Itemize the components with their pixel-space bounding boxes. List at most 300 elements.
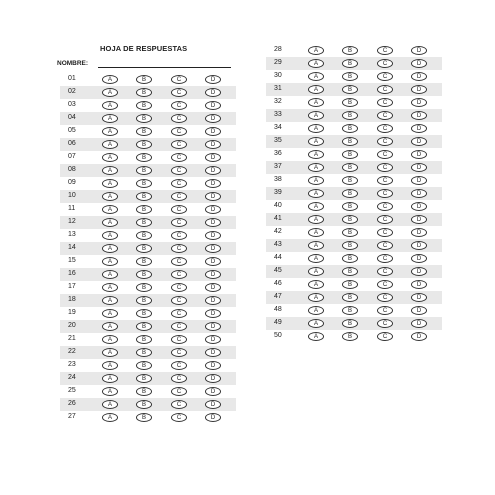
answer-row xyxy=(266,226,442,239)
answer-bubble-b[interactable]: B xyxy=(342,332,358,341)
answer-bubble-a[interactable]: A xyxy=(308,293,324,302)
answer-bubble-b[interactable]: B xyxy=(136,322,152,331)
answer-bubble-b[interactable]: B xyxy=(342,280,358,289)
answer-bubble-b[interactable]: B xyxy=(342,228,358,237)
question-number: 20 xyxy=(68,322,76,329)
answer-row xyxy=(60,281,236,294)
answer-row xyxy=(60,112,236,125)
question-number: 36 xyxy=(274,150,282,157)
question-number: 07 xyxy=(68,153,76,160)
answer-bubble-a[interactable]: A xyxy=(308,202,324,211)
answer-bubble-a[interactable]: A xyxy=(308,150,324,159)
answer-bubble-d[interactable]: D xyxy=(411,163,427,172)
answer-bubble-a[interactable]: A xyxy=(102,413,118,422)
question-number: 16 xyxy=(68,270,76,277)
answer-row xyxy=(60,372,236,385)
answer-bubble-b[interactable]: B xyxy=(342,202,358,211)
answer-bubble-c[interactable]: C xyxy=(377,202,393,211)
answer-bubble-c[interactable]: C xyxy=(171,309,187,318)
answer-bubble-c[interactable]: C xyxy=(171,153,187,162)
answer-bubble-d[interactable]: D xyxy=(205,140,221,149)
answer-bubble-d[interactable]: D xyxy=(205,296,221,305)
answer-bubble-d[interactable]: D xyxy=(205,244,221,253)
question-number: 43 xyxy=(274,241,282,248)
question-number: 39 xyxy=(274,189,282,196)
answer-bubble-a[interactable]: A xyxy=(102,127,118,136)
answer-bubble-d[interactable]: D xyxy=(205,283,221,292)
answer-bubble-b[interactable]: B xyxy=(136,127,152,136)
answer-bubble-d[interactable]: D xyxy=(205,361,221,370)
answer-row xyxy=(60,294,236,307)
answer-bubble-c[interactable]: C xyxy=(171,283,187,292)
question-number: 35 xyxy=(274,137,282,144)
answer-bubble-d[interactable]: D xyxy=(411,111,427,120)
question-number: 41 xyxy=(274,215,282,222)
answer-bubble-b[interactable]: B xyxy=(136,283,152,292)
answer-row xyxy=(266,330,442,343)
answer-bubble-a[interactable]: A xyxy=(308,228,324,237)
answer-bubble-a[interactable]: A xyxy=(308,46,324,55)
question-number: 08 xyxy=(68,166,76,173)
answer-bubble-a[interactable]: A xyxy=(102,179,118,188)
answer-bubble-d[interactable]: D xyxy=(205,322,221,331)
answer-bubble-b[interactable]: B xyxy=(342,306,358,315)
answer-bubble-d[interactable]: D xyxy=(205,257,221,266)
answer-bubble-d[interactable]: D xyxy=(411,202,427,211)
answer-row xyxy=(266,148,442,161)
answer-bubble-b[interactable]: B xyxy=(342,189,358,198)
question-number: 09 xyxy=(68,179,76,186)
question-number: 05 xyxy=(68,127,76,134)
question-number: 32 xyxy=(274,98,282,105)
answer-bubble-d[interactable]: D xyxy=(205,127,221,136)
answer-bubble-a[interactable]: A xyxy=(102,400,118,409)
answer-bubble-a[interactable]: A xyxy=(102,192,118,201)
answer-bubble-c[interactable]: C xyxy=(171,179,187,188)
answer-bubble-a[interactable]: A xyxy=(102,348,118,357)
answer-bubble-c[interactable]: C xyxy=(171,413,187,422)
answer-bubble-a[interactable]: A xyxy=(308,163,324,172)
answer-row xyxy=(60,190,236,203)
answer-bubble-b[interactable]: B xyxy=(342,176,358,185)
answer-row xyxy=(60,229,236,242)
question-number: 15 xyxy=(68,257,76,264)
answer-row xyxy=(266,304,442,317)
answer-bubble-a[interactable]: A xyxy=(308,215,324,224)
answer-bubble-d[interactable]: D xyxy=(205,88,221,97)
answer-row xyxy=(60,125,236,138)
answer-row xyxy=(266,135,442,148)
answer-row xyxy=(60,255,236,268)
question-number: 38 xyxy=(274,176,282,183)
answer-bubble-c[interactable]: C xyxy=(171,244,187,253)
question-number: 33 xyxy=(274,111,282,118)
answer-bubble-c[interactable]: C xyxy=(377,319,393,328)
answer-row xyxy=(266,265,442,278)
answer-bubble-c[interactable]: C xyxy=(377,215,393,224)
answer-row xyxy=(266,96,442,109)
answer-bubble-a[interactable]: A xyxy=(102,283,118,292)
answer-bubble-d[interactable]: D xyxy=(205,153,221,162)
answer-bubble-c[interactable]: C xyxy=(171,140,187,149)
question-number: 13 xyxy=(68,231,76,238)
answer-bubble-a[interactable]: A xyxy=(308,319,324,328)
answer-row xyxy=(60,203,236,216)
answer-bubble-d[interactable]: D xyxy=(411,280,427,289)
answer-row xyxy=(266,122,442,135)
answer-bubble-a[interactable]: A xyxy=(308,306,324,315)
answer-row xyxy=(60,333,236,346)
question-number: 47 xyxy=(274,293,282,300)
answer-bubble-b[interactable]: B xyxy=(136,387,152,396)
answer-row xyxy=(60,320,236,333)
answer-bubble-d[interactable]: D xyxy=(411,72,427,81)
answer-bubble-d[interactable]: D xyxy=(205,335,221,344)
answer-bubble-a[interactable]: A xyxy=(308,189,324,198)
answer-row xyxy=(266,109,442,122)
answer-bubble-c[interactable]: C xyxy=(377,150,393,159)
answer-bubble-d[interactable]: D xyxy=(205,75,221,84)
answer-bubble-a[interactable]: A xyxy=(308,111,324,120)
answer-bubble-a[interactable]: A xyxy=(308,332,324,341)
answer-row xyxy=(60,138,236,151)
answer-bubble-d[interactable]: D xyxy=(205,218,221,227)
question-number: 27 xyxy=(68,413,76,420)
answer-bubble-a[interactable]: A xyxy=(102,257,118,266)
answer-bubble-d[interactable]: D xyxy=(411,215,427,224)
answer-row xyxy=(266,200,442,213)
answer-bubble-c[interactable]: C xyxy=(171,205,187,214)
question-number: 24 xyxy=(68,374,76,381)
answer-bubble-a[interactable]: A xyxy=(102,270,118,279)
answer-row xyxy=(60,216,236,229)
answer-bubble-b[interactable]: B xyxy=(136,88,152,97)
question-number: 06 xyxy=(68,140,76,147)
answer-bubble-c[interactable]: C xyxy=(377,163,393,172)
answer-bubble-d[interactable]: D xyxy=(205,192,221,201)
answer-bubble-b[interactable]: B xyxy=(136,348,152,357)
answer-bubble-d[interactable]: D xyxy=(205,374,221,383)
question-number: 11 xyxy=(68,205,76,212)
answer-bubble-b[interactable]: B xyxy=(136,270,152,279)
answer-bubble-d[interactable]: D xyxy=(411,267,427,276)
answer-bubble-b[interactable]: B xyxy=(342,150,358,159)
answer-bubble-b[interactable]: B xyxy=(136,309,152,318)
answer-row xyxy=(60,385,236,398)
answer-bubble-b[interactable]: B xyxy=(136,374,152,383)
question-number: 22 xyxy=(68,348,76,355)
answer-bubble-a[interactable]: A xyxy=(102,75,118,84)
answer-bubble-c[interactable]: C xyxy=(377,280,393,289)
answer-bubble-d[interactable]: D xyxy=(411,241,427,250)
answer-row xyxy=(266,161,442,174)
question-number: 14 xyxy=(68,244,76,251)
sheet-title: HOJA DE RESPUESTAS xyxy=(100,44,188,53)
answer-bubble-b[interactable]: B xyxy=(342,137,358,146)
answer-bubble-a[interactable]: A xyxy=(102,153,118,162)
answer-row xyxy=(266,70,442,83)
answer-bubble-c[interactable]: C xyxy=(171,361,187,370)
answer-row xyxy=(266,291,442,304)
question-number: 50 xyxy=(274,332,282,339)
answer-bubble-c[interactable]: C xyxy=(171,101,187,110)
answer-bubble-b[interactable]: B xyxy=(136,166,152,175)
answer-bubble-c[interactable]: C xyxy=(171,335,187,344)
answer-bubble-b[interactable]: B xyxy=(136,101,152,110)
answer-bubble-c[interactable]: C xyxy=(171,374,187,383)
answer-bubble-d[interactable]: D xyxy=(205,101,221,110)
answer-bubble-c[interactable]: C xyxy=(171,387,187,396)
question-number: 48 xyxy=(274,306,282,313)
answer-bubble-d[interactable]: D xyxy=(205,231,221,240)
answer-bubble-b[interactable]: B xyxy=(342,163,358,172)
answer-bubble-a[interactable]: A xyxy=(102,244,118,253)
question-number: 29 xyxy=(274,59,282,66)
answer-bubble-b[interactable]: B xyxy=(342,98,358,107)
answer-bubble-c[interactable]: C xyxy=(171,296,187,305)
questions-column-right xyxy=(266,44,442,343)
answer-bubble-a[interactable]: A xyxy=(102,88,118,97)
answer-bubble-d[interactable]: D xyxy=(205,348,221,357)
answer-bubble-d[interactable]: D xyxy=(411,46,427,55)
question-number: 04 xyxy=(68,114,76,121)
answer-row xyxy=(60,411,236,424)
question-number: 31 xyxy=(274,85,282,92)
answer-bubble-b[interactable]: B xyxy=(342,111,358,120)
question-number: 30 xyxy=(274,72,282,79)
answer-bubble-c[interactable]: C xyxy=(171,231,187,240)
question-number: 10 xyxy=(68,192,76,199)
answer-bubble-c[interactable]: C xyxy=(377,332,393,341)
answer-bubble-c[interactable]: C xyxy=(171,114,187,123)
answer-bubble-c[interactable]: C xyxy=(377,111,393,120)
answer-row xyxy=(266,317,442,330)
answer-row xyxy=(60,242,236,255)
answer-row xyxy=(60,86,236,99)
answer-bubble-b[interactable]: B xyxy=(136,231,152,240)
answer-bubble-d[interactable]: D xyxy=(205,166,221,175)
answer-bubble-b[interactable]: B xyxy=(136,257,152,266)
answer-bubble-a[interactable]: A xyxy=(308,137,324,146)
answer-bubble-b[interactable]: B xyxy=(136,413,152,422)
name-field-line[interactable] xyxy=(98,67,231,68)
answer-bubble-c[interactable]: C xyxy=(377,176,393,185)
answer-bubble-b[interactable]: B xyxy=(136,296,152,305)
answer-row xyxy=(266,213,442,226)
answer-bubble-d[interactable]: D xyxy=(411,254,427,263)
answer-bubble-a[interactable]: A xyxy=(102,361,118,370)
answer-bubble-a[interactable]: A xyxy=(308,280,324,289)
question-number: 18 xyxy=(68,296,76,303)
answer-bubble-d[interactable]: D xyxy=(411,319,427,328)
answer-bubble-b[interactable]: B xyxy=(342,215,358,224)
question-number: 46 xyxy=(274,280,282,287)
question-number: 19 xyxy=(68,309,76,316)
answer-bubble-a[interactable]: A xyxy=(102,166,118,175)
answer-bubble-a[interactable]: A xyxy=(102,322,118,331)
question-number: 37 xyxy=(274,163,282,170)
answer-bubble-b[interactable]: B xyxy=(136,218,152,227)
answer-bubble-b[interactable]: B xyxy=(342,85,358,94)
question-number: 02 xyxy=(68,88,76,95)
answer-row xyxy=(266,252,442,265)
answer-bubble-c[interactable]: C xyxy=(377,254,393,263)
answer-bubble-c[interactable]: C xyxy=(377,189,393,198)
answer-bubble-c[interactable]: C xyxy=(171,127,187,136)
answer-bubble-b[interactable]: B xyxy=(136,244,152,253)
question-number: 28 xyxy=(274,46,282,53)
question-number: 49 xyxy=(274,319,282,326)
answer-bubble-a[interactable]: A xyxy=(308,176,324,185)
answer-row xyxy=(266,239,442,252)
answer-bubble-c[interactable]: C xyxy=(377,293,393,302)
answer-bubble-c[interactable]: C xyxy=(377,46,393,55)
answer-bubble-d[interactable]: D xyxy=(411,228,427,237)
answer-bubble-a[interactable]: A xyxy=(102,296,118,305)
answer-bubble-c[interactable]: C xyxy=(377,98,393,107)
answer-row xyxy=(60,268,236,281)
answer-bubble-a[interactable]: A xyxy=(308,85,324,94)
answer-bubble-c[interactable]: C xyxy=(171,348,187,357)
question-number: 44 xyxy=(274,254,282,261)
question-number: 45 xyxy=(274,267,282,274)
answer-bubble-a[interactable]: A xyxy=(308,59,324,68)
answer-row xyxy=(266,57,442,70)
answer-bubble-c[interactable]: C xyxy=(171,88,187,97)
answer-bubble-c[interactable]: C xyxy=(377,228,393,237)
answer-bubble-d[interactable]: D xyxy=(411,189,427,198)
answer-row xyxy=(60,151,236,164)
answer-bubble-d[interactable]: D xyxy=(411,59,427,68)
answer-row xyxy=(60,73,236,86)
answer-bubble-d[interactable]: D xyxy=(205,179,221,188)
answer-bubble-b[interactable]: B xyxy=(136,140,152,149)
answer-bubble-b[interactable]: B xyxy=(342,293,358,302)
answer-bubble-c[interactable]: C xyxy=(171,270,187,279)
answer-bubble-c[interactable]: C xyxy=(377,59,393,68)
answer-bubble-b[interactable]: B xyxy=(136,192,152,201)
question-number: 12 xyxy=(68,218,76,225)
answer-bubble-a[interactable]: A xyxy=(102,114,118,123)
answer-bubble-d[interactable]: D xyxy=(411,137,427,146)
answer-row xyxy=(266,278,442,291)
answer-bubble-c[interactable]: C xyxy=(377,85,393,94)
answer-bubble-b[interactable]: B xyxy=(136,153,152,162)
question-number: 25 xyxy=(68,387,76,394)
question-number: 26 xyxy=(68,400,76,407)
answer-row xyxy=(266,174,442,187)
answer-bubble-c[interactable]: C xyxy=(377,241,393,250)
answer-bubble-b[interactable]: B xyxy=(136,361,152,370)
answer-bubble-c[interactable]: C xyxy=(377,306,393,315)
answer-bubble-a[interactable]: A xyxy=(308,124,324,133)
answer-bubble-d[interactable]: D xyxy=(205,114,221,123)
answer-bubble-a[interactable]: A xyxy=(102,231,118,240)
answer-bubble-d[interactable]: D xyxy=(411,176,427,185)
answer-bubble-a[interactable]: A xyxy=(308,254,324,263)
answer-bubble-b[interactable]: B xyxy=(342,72,358,81)
answer-bubble-b[interactable]: B xyxy=(136,114,152,123)
answer-bubble-b[interactable]: B xyxy=(342,254,358,263)
answer-bubble-d[interactable]: D xyxy=(205,205,221,214)
answer-row xyxy=(60,307,236,320)
answer-row xyxy=(60,398,236,411)
answer-bubble-b[interactable]: B xyxy=(342,46,358,55)
name-label: NOMBRE: xyxy=(57,60,89,67)
answer-bubble-d[interactable]: D xyxy=(411,306,427,315)
answer-bubble-a[interactable]: A xyxy=(102,309,118,318)
answer-bubble-a[interactable]: A xyxy=(102,335,118,344)
answer-bubble-b[interactable]: B xyxy=(136,400,152,409)
answer-bubble-c[interactable]: C xyxy=(171,218,187,227)
answer-bubble-c[interactable]: C xyxy=(171,192,187,201)
answer-bubble-a[interactable]: A xyxy=(308,98,324,107)
answer-bubble-c[interactable]: C xyxy=(171,166,187,175)
answer-row xyxy=(60,177,236,190)
answer-bubble-c[interactable]: C xyxy=(171,322,187,331)
answer-bubble-d[interactable]: D xyxy=(411,98,427,107)
answer-row xyxy=(60,346,236,359)
question-number: 21 xyxy=(68,335,76,342)
answer-bubble-b[interactable]: B xyxy=(342,241,358,250)
answer-bubble-d[interactable]: D xyxy=(411,124,427,133)
answer-bubble-b[interactable]: B xyxy=(136,179,152,188)
answer-bubble-d[interactable]: D xyxy=(411,85,427,94)
question-number: 34 xyxy=(274,124,282,131)
answer-bubble-c[interactable]: C xyxy=(377,267,393,276)
answer-bubble-a[interactable]: A xyxy=(308,241,324,250)
answer-bubble-a[interactable]: A xyxy=(102,218,118,227)
question-number: 23 xyxy=(68,361,76,368)
answer-bubble-b[interactable]: B xyxy=(342,267,358,276)
answer-bubble-a[interactable]: A xyxy=(102,140,118,149)
answer-bubble-b[interactable]: B xyxy=(136,335,152,344)
answer-bubble-b[interactable]: B xyxy=(342,124,358,133)
question-number: 17 xyxy=(68,283,76,290)
answer-bubble-a[interactable]: A xyxy=(102,387,118,396)
answer-row xyxy=(60,99,236,112)
answer-bubble-d[interactable]: D xyxy=(205,309,221,318)
answer-bubble-a[interactable]: A xyxy=(308,267,324,276)
question-number: 03 xyxy=(68,101,76,108)
answer-row xyxy=(266,187,442,200)
answer-bubble-d[interactable]: D xyxy=(411,150,427,159)
answer-bubble-c[interactable]: C xyxy=(171,400,187,409)
answer-bubble-d[interactable]: D xyxy=(205,270,221,279)
answer-bubble-a[interactable]: A xyxy=(102,205,118,214)
answer-bubble-d[interactable]: D xyxy=(205,413,221,422)
question-number: 01 xyxy=(68,75,76,82)
answer-bubble-d[interactable]: D xyxy=(411,332,427,341)
answer-bubble-c[interactable]: C xyxy=(171,75,187,84)
answer-bubble-b[interactable]: B xyxy=(136,75,152,84)
answer-bubble-d[interactable]: D xyxy=(205,400,221,409)
answer-bubble-a[interactable]: A xyxy=(308,72,324,81)
answer-bubble-b[interactable]: B xyxy=(342,59,358,68)
answer-bubble-a[interactable]: A xyxy=(102,374,118,383)
answer-bubble-c[interactable]: C xyxy=(377,124,393,133)
answer-bubble-d[interactable]: D xyxy=(411,293,427,302)
answer-bubble-b[interactable]: B xyxy=(136,205,152,214)
answer-bubble-c[interactable]: C xyxy=(377,137,393,146)
question-number: 42 xyxy=(274,228,282,235)
answer-bubble-c[interactable]: C xyxy=(171,257,187,266)
answer-bubble-c[interactable]: C xyxy=(377,72,393,81)
answer-bubble-b[interactable]: B xyxy=(342,319,358,328)
answer-bubble-d[interactable]: D xyxy=(205,387,221,396)
answer-bubble-a[interactable]: A xyxy=(102,101,118,110)
answer-row xyxy=(60,164,236,177)
